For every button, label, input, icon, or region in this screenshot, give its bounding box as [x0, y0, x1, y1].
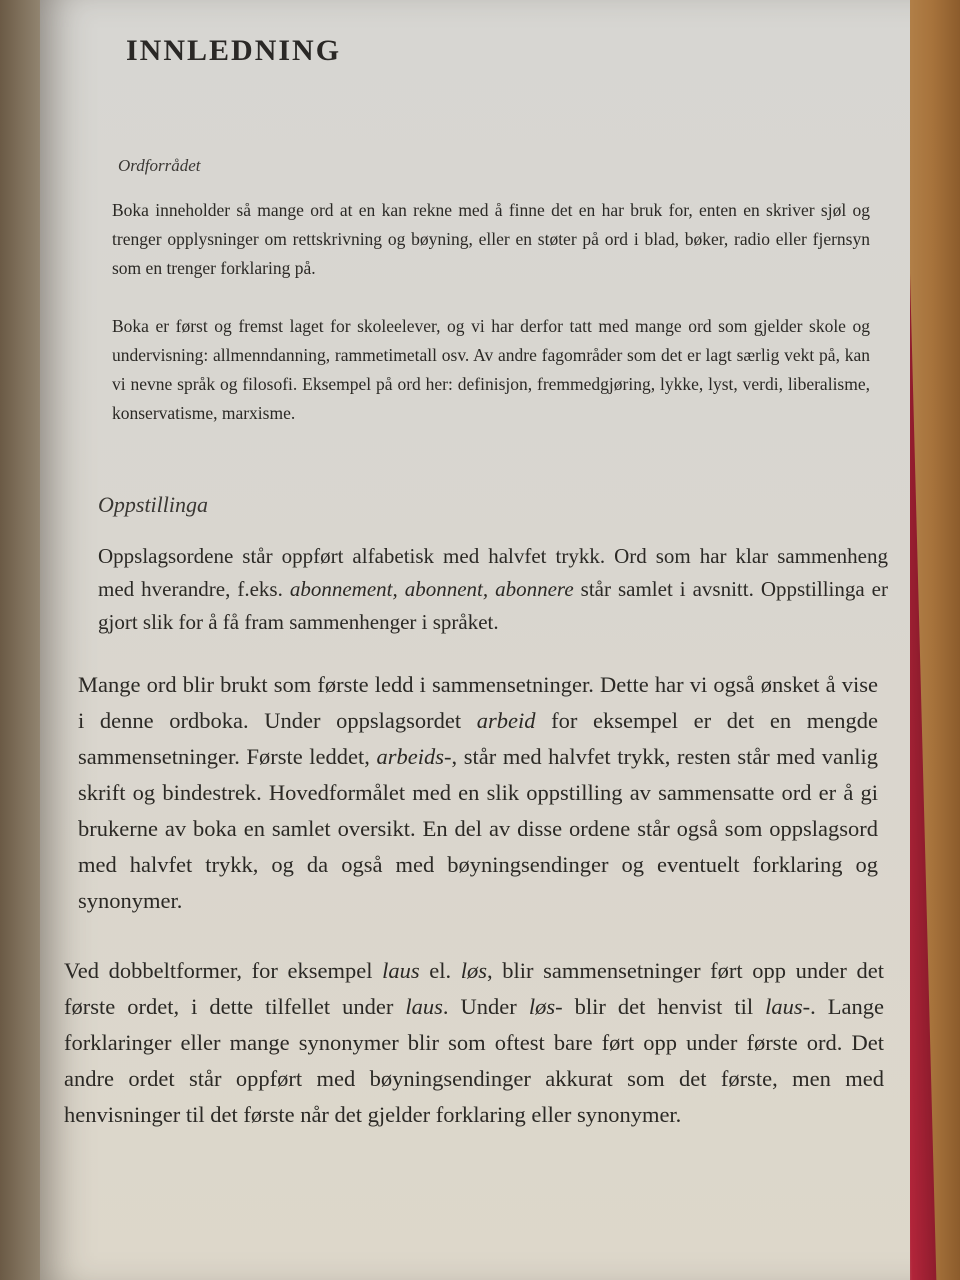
book-page [40, 0, 910, 1280]
section-body-ordforradet [112, 196, 870, 428]
paragraph: Oppslagsordene står oppført alfabetisk med halvfet trykk. Ord som har klar sammenheng med hverandre, f.eks. abonnement, abonnent, abonnere står samlet i avsnitt. Oppstillinga er gjort slik for å få fram sammenhenger i språket. [98, 544, 888, 634]
paragraph: Boka inneholder så mange ord at en kan rekne med å finne det en har bruk for, enten en skriver sjøl og trenger opplysninger om rettskrivning og bøyning, eller en støter på ord i blad, bøker, radio eller fjernsyn som en trenger forklaring på. [112, 200, 870, 278]
section-body-oppstillinga [98, 540, 888, 639]
page-heading: INNLEDNING [126, 34, 342, 67]
paragraph: Ved dobbeltformer, for eksempel laus el. løs, blir sammensetninger ført opp under det første ordet, i dette tilfellet under laus. Under løs- blir det henvist til laus-. Lange forklaringer eller mange synonymer blir som oftest bare ført opp under første ord. Det andre ordet står oppført med bøyningsendinger akkurat som det første, men med henvisninger til det første når det gjelder forklaring eller synonymer. [64, 958, 885, 1127]
paragraph: Boka er først og fremst laget for skoleelever, og vi har derfor tatt med mange ord som gjelder skole og undervisning: allmenndanning, rammetimetall osv. Av andre fagområder som det er lagt særlig vekt på, kan vi nevne språk og filosofi. Eksempel på ord her: definisjon, fremmedgjøring, lykke, lyst, verdi, liberalisme, konservatisme, marxisme. [112, 316, 870, 423]
page-content [64, 30, 890, 1133]
section-title-oppstillinga: Oppstillinga [98, 492, 209, 517]
paragraph-group [64, 667, 885, 1133]
paragraph: Mange ord blir brukt som første ledd i sammensetninger. Dette har vi også ønsket å vise i denne ordboka. Under oppslagsordet arbeid for eksempel er det en mengde sammensetninger. Første leddet, arbeids-, står med halvfet trykk, resten står med vanlig skrift og bindestrek. Hovedformålet med en slik oppstilling av sammensatte ord er å gi brukerne av boka en samlet oversikt. En del av disse ordene står også som oppslagsord med halvfet trykk, og da også med bøyningsendinger og eventuelt forklaring og synonymer. [78, 672, 878, 913]
section-title-ordforradet: Ordforrådet [118, 156, 201, 175]
